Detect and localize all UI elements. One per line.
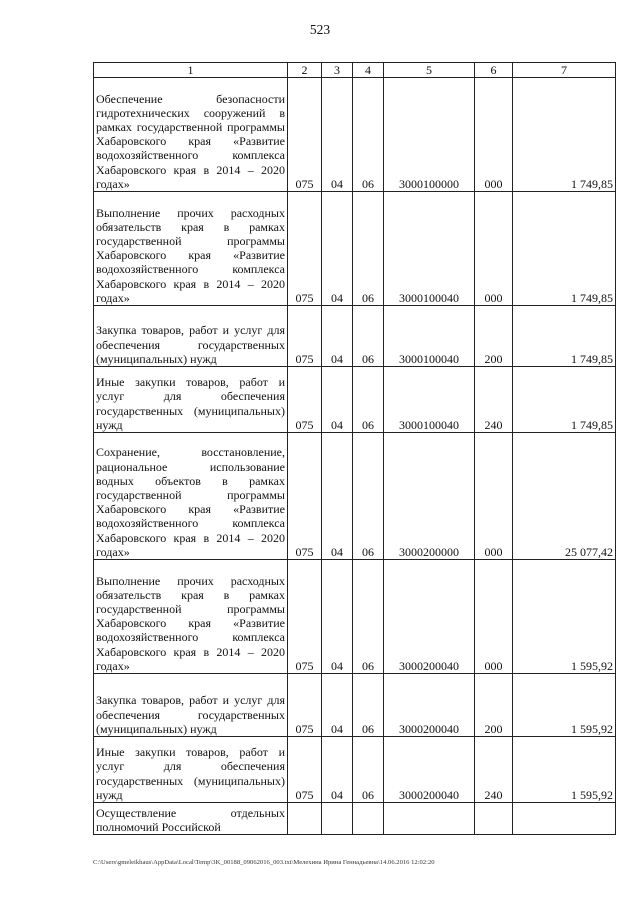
- table-header-row: [94, 63, 616, 78]
- cell-target-article: 3000200000: [384, 433, 475, 560]
- cell-code: 075: [288, 674, 322, 737]
- cell-target-article: 3000100040: [384, 306, 475, 367]
- row-description: Закупка товаров, работ и услуг для обеспечения государственных (муниципальных) нужд: [94, 306, 288, 367]
- cell-subsection: [353, 803, 384, 835]
- cell-target-article: 3000200040: [384, 674, 475, 737]
- table-row: [94, 306, 616, 367]
- cell-code: 075: [288, 737, 322, 803]
- table-row: [94, 674, 616, 737]
- row-description: Иные закупки товаров, работ и услуг для обеспечения государственных (муниципальных) нужд: [94, 367, 288, 433]
- table-row: [94, 78, 616, 192]
- table-row: [94, 433, 616, 560]
- row-description: Иные закупки товаров, работ и услуг для обеспечения государственных (муниципальных) нужд: [94, 737, 288, 803]
- cell-amount: 1 749,85: [513, 367, 616, 433]
- cell-expense-type: 000: [475, 192, 513, 306]
- row-description: Выполнение прочих расходных обязательств края в рамках государственной программы Хабаровского края «Развитие водохозяйственного комплекса Хабаровского края в 2014 – 2020 годах»: [94, 560, 288, 674]
- cell-expense-type: 200: [475, 306, 513, 367]
- column-header: 3: [322, 63, 353, 78]
- cell-section: 04: [322, 306, 353, 367]
- cell-target-article: 3000100000: [384, 78, 475, 192]
- table-row: [94, 737, 616, 803]
- cell-code: 075: [288, 433, 322, 560]
- cell-section: 04: [322, 192, 353, 306]
- page-number: 523: [309, 22, 331, 37]
- cell-target-article: 3000100040: [384, 367, 475, 433]
- cell-expense-type: 000: [475, 433, 513, 560]
- cell-amount: 1 749,85: [513, 78, 616, 192]
- cell-expense-type: [475, 803, 513, 835]
- cell-amount: 1 595,92: [513, 560, 616, 674]
- row-description: Закупка товаров, работ и услуг для обеспечения государственных (муниципальных) нужд: [94, 674, 288, 737]
- cell-section: 04: [322, 78, 353, 192]
- column-header: 1: [94, 63, 288, 78]
- cell-section: 04: [322, 367, 353, 433]
- column-header: 7: [513, 63, 616, 78]
- cell-section: 04: [322, 674, 353, 737]
- row-description: Выполнение прочих расходных обязательств края в рамках государственной программы Хабаровского края «Развитие водохозяйственного комплекса Хабаровского края в 2014 – 2020 годах»: [94, 192, 288, 306]
- cell-amount: 1 749,85: [513, 306, 616, 367]
- cell-expense-type: 000: [475, 560, 513, 674]
- cell-amount: 1 749,85: [513, 192, 616, 306]
- cell-section: [322, 803, 353, 835]
- cell-target-article: 3000200040: [384, 560, 475, 674]
- row-description: Сохранение, восстановление, рациональное использование водных объектов в рамках государственной программы Хабаровского края «Развитие водохозяйственного комплекса Хабаровского края в 2014 – 2020 годах»: [94, 433, 288, 560]
- table-row: [94, 803, 616, 835]
- cell-section: 04: [322, 560, 353, 674]
- cell-code: 075: [288, 306, 322, 367]
- cell-subsection: 06: [353, 192, 384, 306]
- cell-subsection: 06: [353, 737, 384, 803]
- cell-expense-type: 200: [475, 674, 513, 737]
- cell-subsection: 06: [353, 560, 384, 674]
- cell-subsection: 06: [353, 78, 384, 192]
- cell-subsection: 06: [353, 433, 384, 560]
- row-description: Обеспечение безопасности гидротехнических сооружений в рамках государственной программы Хабаровского края «Развитие водохозяйственного комплекса Хабаровского края в 2014 – 2020 годах»: [94, 78, 288, 192]
- budget-table: [93, 62, 616, 835]
- cell-code: 075: [288, 78, 322, 192]
- row-description: Осуществление отдельных полномочий Российской: [94, 803, 288, 835]
- cell-expense-type: 240: [475, 737, 513, 803]
- cell-code: [288, 803, 322, 835]
- cell-section: 04: [322, 737, 353, 803]
- cell-expense-type: 240: [475, 367, 513, 433]
- cell-expense-type: 000: [475, 78, 513, 192]
- table-row: [94, 560, 616, 674]
- cell-target-article: [384, 803, 475, 835]
- column-header: 5: [384, 63, 475, 78]
- column-header: 6: [475, 63, 513, 78]
- cell-amount: 1 595,92: [513, 737, 616, 803]
- cell-amount: 25 077,42: [513, 433, 616, 560]
- cell-subsection: 06: [353, 674, 384, 737]
- table-row: [94, 367, 616, 433]
- cell-subsection: 06: [353, 306, 384, 367]
- cell-target-article: 3000100040: [384, 192, 475, 306]
- cell-section: 04: [322, 433, 353, 560]
- column-header: 2: [288, 63, 322, 78]
- cell-target-article: 3000200040: [384, 737, 475, 803]
- cell-amount: 1 595,92: [513, 674, 616, 737]
- cell-subsection: 06: [353, 367, 384, 433]
- footer-file-path: C:\Users\gmeleikhaus\AppData\Local\Temp\3K_00188_09062016_003.txt\Мелехина Ирина Геннадьевна\14.06.2016 12:02:20: [93, 859, 435, 866]
- column-header: 4: [353, 63, 384, 78]
- cell-code: 075: [288, 192, 322, 306]
- cell-code: 075: [288, 560, 322, 674]
- cell-code: 075: [288, 367, 322, 433]
- cell-amount: [513, 803, 616, 835]
- table-row: [94, 192, 616, 306]
